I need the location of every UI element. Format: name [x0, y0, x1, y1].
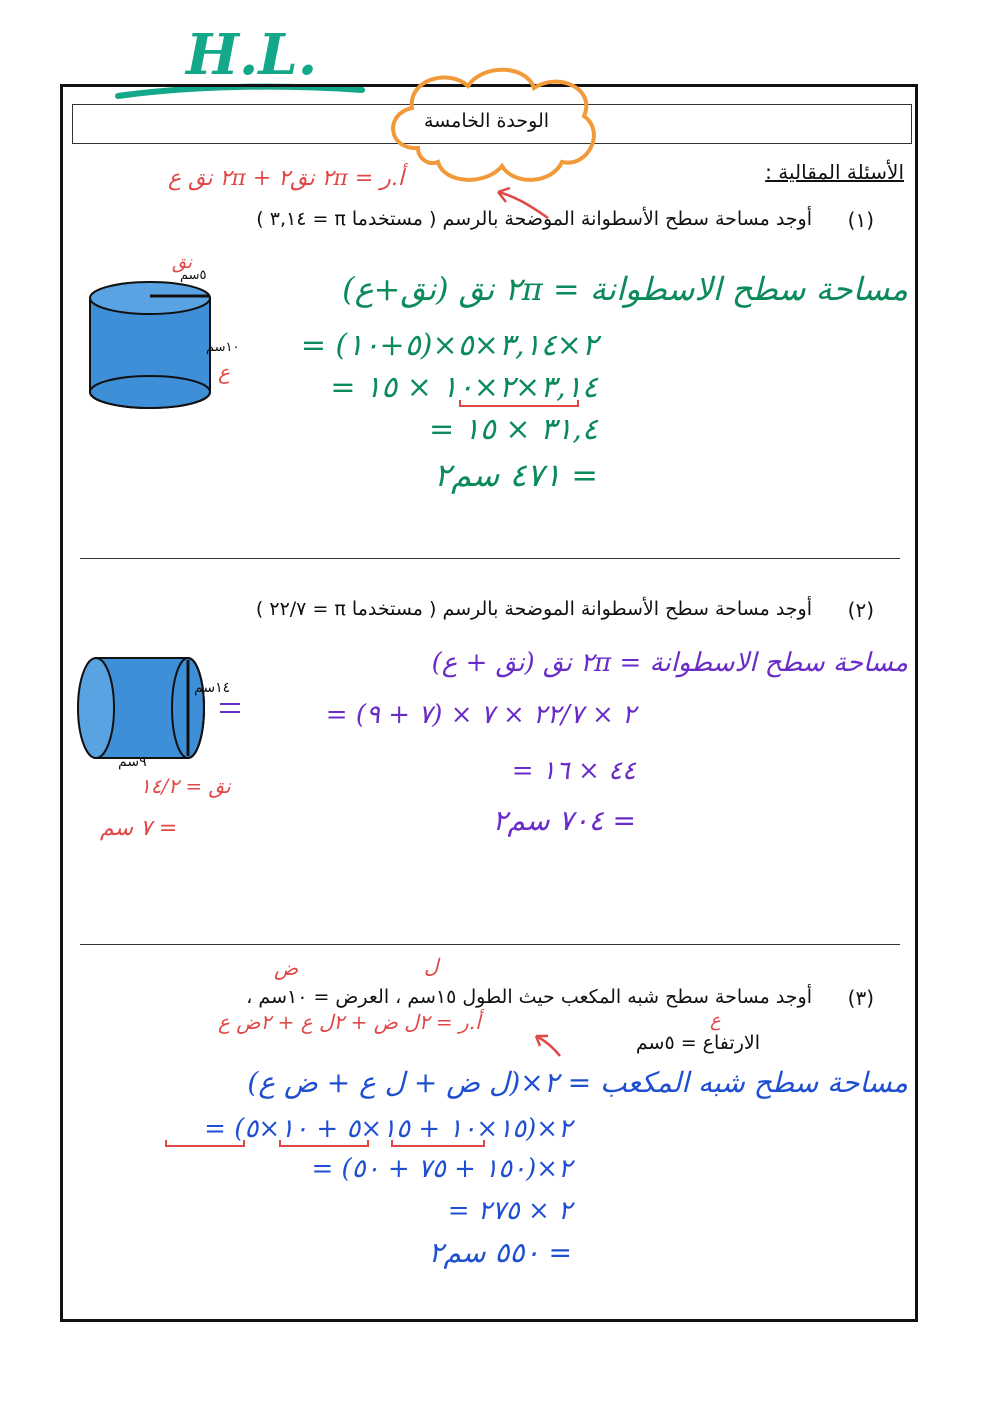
q3-step-5: = ٥٥٠ سم٢ — [428, 1236, 572, 1269]
q1-number: (١) — [847, 208, 874, 232]
q2-step-3: = ٤٤ × ١٦ — [511, 756, 636, 786]
q1-radius-label: ٥سم — [180, 268, 207, 283]
q1-height-label: ١٠سم — [206, 340, 240, 355]
divider-2 — [80, 944, 900, 945]
unit-title: الوحدة الخامسة — [424, 110, 550, 132]
q2-step-1: مساحة سطح الاسطوانة = ٢π نق (نق + ع) — [431, 648, 908, 678]
q2-step-4: = ٧٠٤ سم٢ — [492, 804, 636, 837]
section-title: الأسئلة المقالية : — [765, 160, 904, 184]
q2-radius-note: نق = ١٤/٢ — [140, 774, 231, 798]
q3-step-4: = ٢ × ٢٧٥ — [447, 1196, 572, 1226]
q1-radius-hand: نق — [172, 252, 193, 273]
q2-number: (٢) — [847, 598, 874, 622]
q3-mark-l: ل — [424, 954, 439, 978]
q1-step-4: = ٣١,٤ × ١٥ — [428, 412, 598, 447]
q1-step-1: مساحة سطح الاسطوانة = ٢π نق (نق+ع) — [342, 270, 908, 308]
q1-step-5: = ٤٧١ سم٢ — [433, 456, 598, 494]
divider-1 — [80, 558, 900, 559]
q1-step-2: = ٢×٣,١٤×٥×(٥+١٠) — [300, 328, 598, 363]
q1-step-3: = ٣,١٤×٢×١٠ × ١٥ — [330, 370, 598, 405]
q3-question: أوجد مساحة سطح شبه المكعب حيث الطول ١٥سم ، العرض = ١٠سم ، — [246, 986, 812, 1008]
q2-question: أوجد مساحة سطح الأسطوانة الموضحة بالرسم ( مستخدما π = ٢٢/٧ ) — [255, 598, 812, 620]
q2-equals-mark — [216, 698, 246, 718]
q3-arrow — [528, 1030, 568, 1060]
q2-step-2: = ٢ × ٢٢/٧ × ٧ × (٧ + ٩) — [325, 700, 636, 730]
q3-step-3: = ٢×(١٥٠ + ٧٥ + ٥٠) — [311, 1154, 572, 1184]
q3-number: (٣) — [847, 986, 874, 1010]
q1-formula-note: أ.ر = ٢π نق٢ + ٢π نق ع — [168, 166, 405, 191]
q2-height-label: ٩سم — [118, 754, 147, 770]
q3-underline-group — [160, 1136, 510, 1150]
q1-underline-group — [456, 396, 586, 410]
q3-question-2: الارتفاع = ٥سم — [635, 1032, 760, 1054]
q3-formula-note: أ.ر = ٢ل ض + ٢ل ع + ٢ض ع — [218, 1010, 481, 1034]
q3-mark-h: ع — [710, 1010, 721, 1031]
q3-step-1: مساحة سطح شبه المكعب = ٢×(ل ض + ل ع + ض ع) — [247, 1066, 908, 1099]
q2-diameter-label: ١٤سم — [194, 680, 231, 696]
q3-step-2: = ٢×(١٥×١٠ + ١٥×٥ + ١٠×٥) — [204, 1114, 572, 1144]
q2-radius-note-2: = ٧ سم — [100, 816, 178, 841]
q3-mark-d: ض — [274, 956, 299, 980]
q1-question: أوجد مساحة سطح الأسطوانة الموضحة بالرسم ( مستخدما π = ٣,١٤ ) — [256, 208, 812, 230]
q1-height-hand: ع — [218, 360, 230, 384]
header-mark: H.L. — [186, 22, 318, 88]
cylinder-2-diagram — [70, 652, 220, 764]
